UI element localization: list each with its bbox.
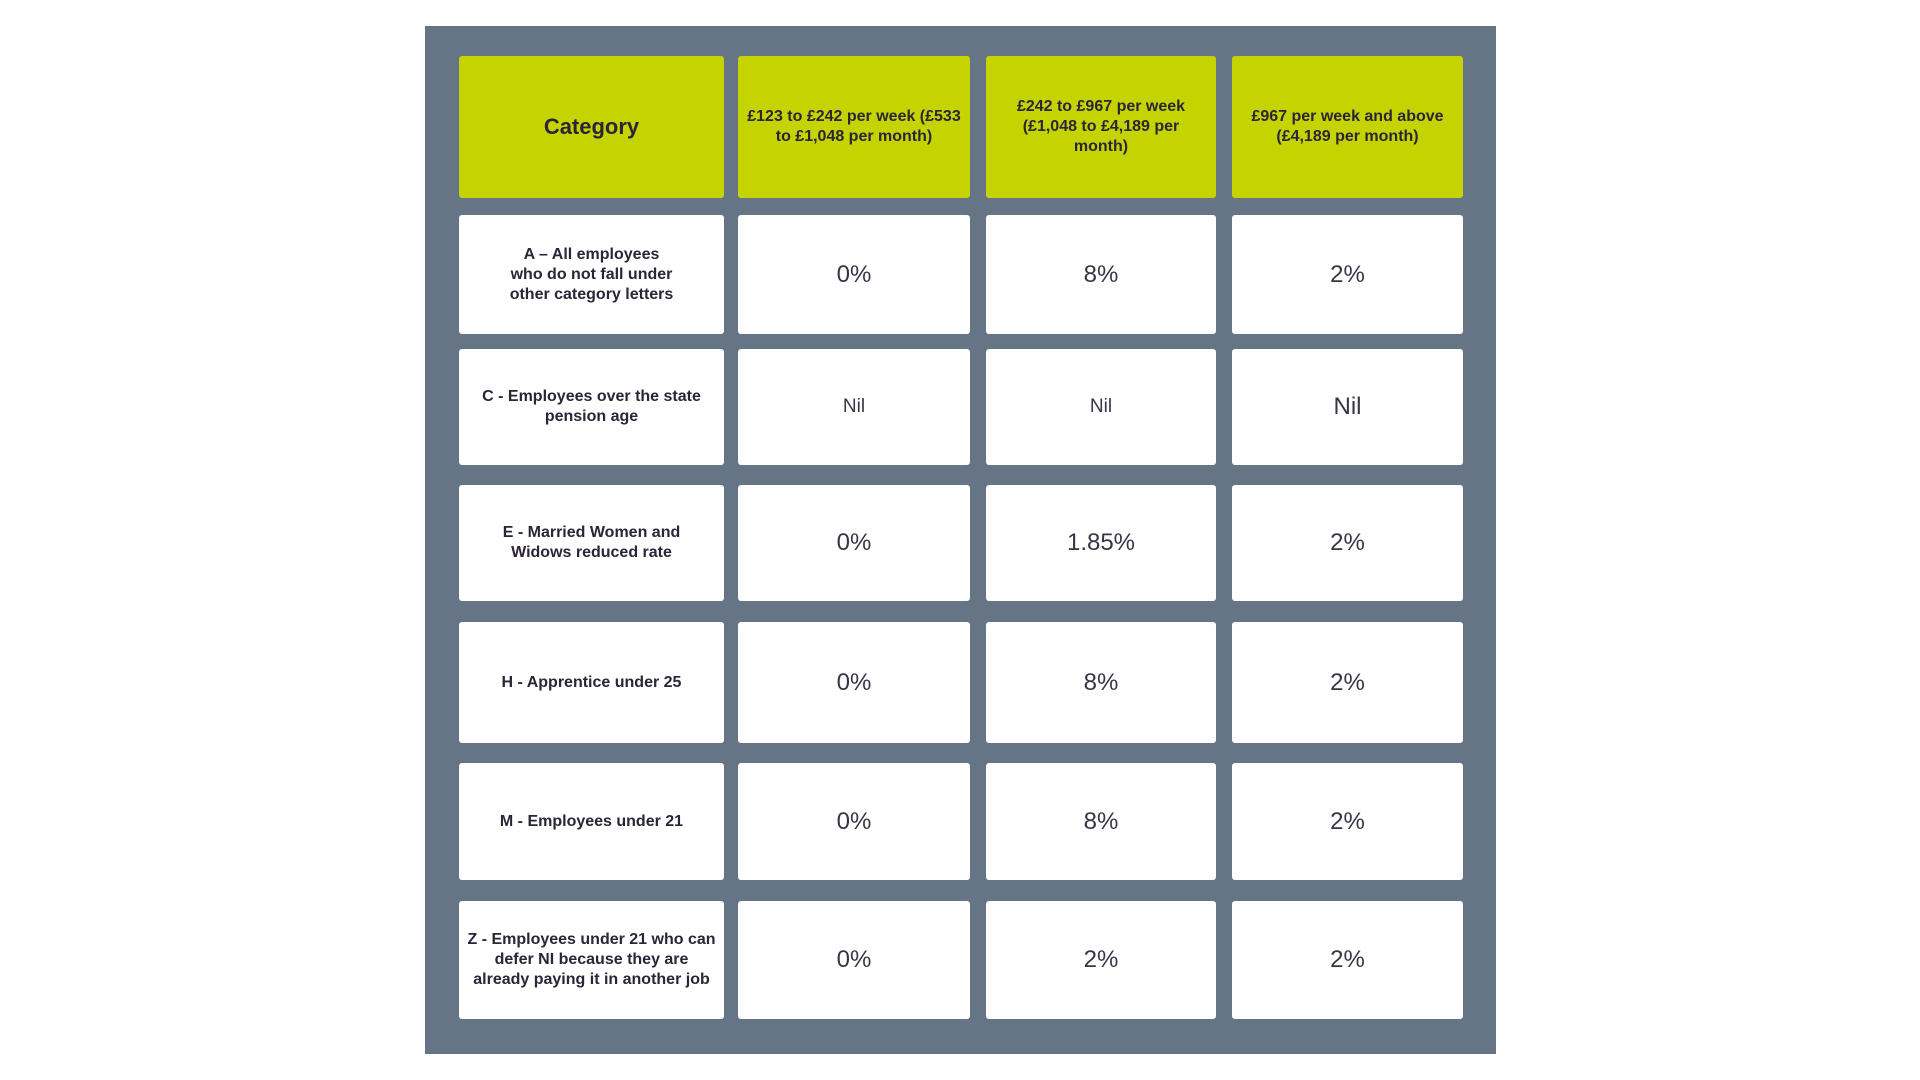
- rate-cell: 0%: [738, 485, 970, 601]
- row-category-label: Z - Employees under 21 who can defer NI because they are already paying it in another job: [459, 901, 724, 1019]
- rate-cell: 1.85%: [986, 485, 1216, 601]
- rate-cell: Nil: [1232, 349, 1463, 465]
- rate-cell: 8%: [986, 763, 1216, 880]
- rate-cell: Nil: [738, 349, 970, 465]
- rate-cell: 0%: [738, 763, 970, 880]
- rate-cell: Nil: [986, 349, 1216, 465]
- header-band-1: £123 to £242 per week (£533 to £1,048 per month): [738, 56, 970, 198]
- row-category-label: E - Married Women and Widows reduced rate: [459, 485, 724, 601]
- rate-cell: 2%: [1232, 622, 1463, 743]
- header-band-2: £242 to £967 per week (£1,048 to £4,189 per month): [986, 56, 1216, 198]
- rate-cell: 2%: [1232, 901, 1463, 1019]
- header-band-3: £967 per week and above (£4,189 per month): [1232, 56, 1463, 198]
- rate-cell: 2%: [1232, 215, 1463, 334]
- row-category-label: A – All employees who do not fall under other category letters: [459, 215, 724, 334]
- header-category: Category: [459, 56, 724, 198]
- rate-cell: 2%: [1232, 485, 1463, 601]
- rate-cell: 8%: [986, 622, 1216, 743]
- rate-cell: 0%: [738, 215, 970, 334]
- rate-cell: 8%: [986, 215, 1216, 334]
- row-category-label: M - Employees under 21: [459, 763, 724, 880]
- row-category-label: C - Employees over the state pension age: [459, 349, 724, 465]
- row-category-label: H - Apprentice under 25: [459, 622, 724, 743]
- rate-cell: 0%: [738, 901, 970, 1019]
- rate-cell: 0%: [738, 622, 970, 743]
- rate-cell: 2%: [986, 901, 1216, 1019]
- rate-cell: 2%: [1232, 763, 1463, 880]
